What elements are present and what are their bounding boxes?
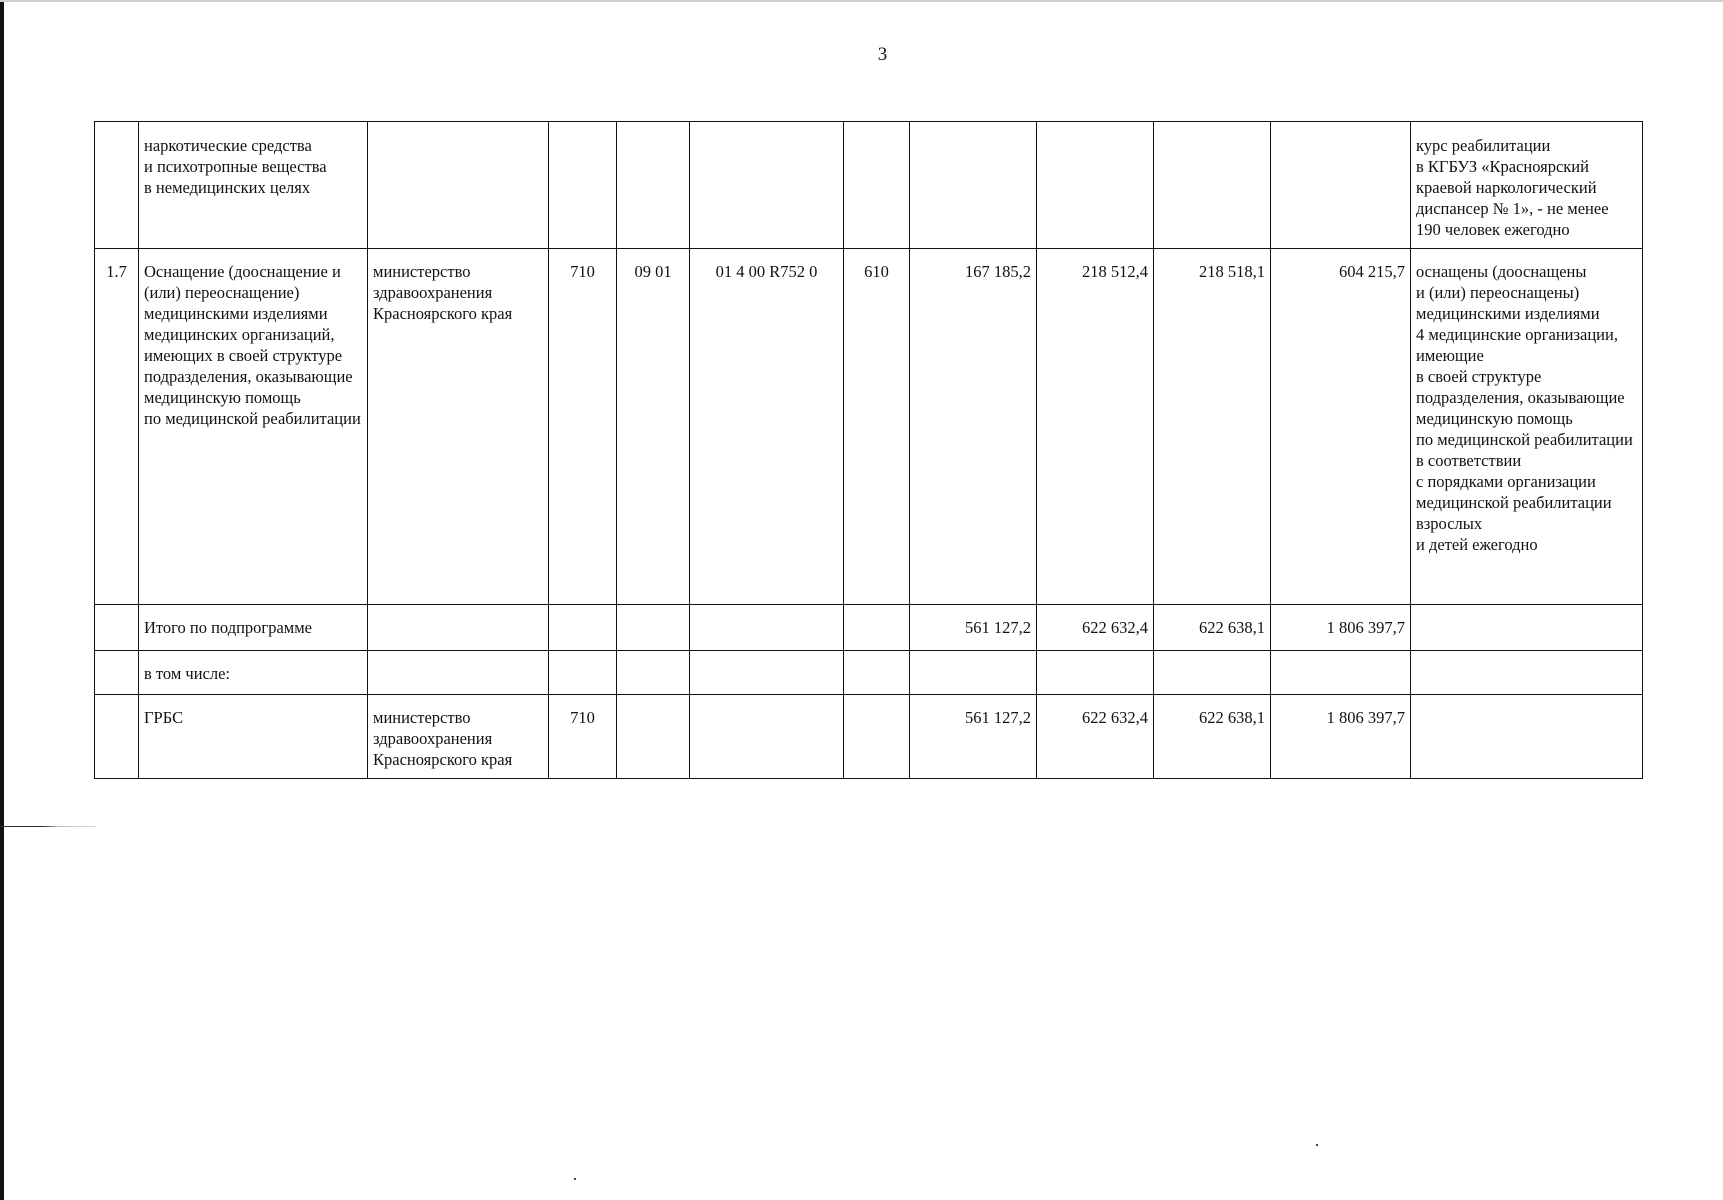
cell-event-name: наркотические средства и психотропные вещества в немедицинских целях xyxy=(139,122,368,249)
cell-result xyxy=(1411,605,1643,651)
cell-rzpr xyxy=(617,122,690,249)
table-row xyxy=(95,249,1643,605)
cell-grbs: 710 xyxy=(549,249,617,605)
cell-grbs xyxy=(549,605,617,651)
cell-csr xyxy=(690,122,844,249)
cell-total: 1 806 397,7 xyxy=(1271,605,1411,651)
cell-csr xyxy=(690,605,844,651)
cell-grbs xyxy=(549,651,617,695)
cell-executor xyxy=(368,605,549,651)
cell-rzpr xyxy=(617,695,690,779)
cell-result: оснащены (дооснащены и (или) переоснащены) медицинскими изделиями 4 медицинские организации, имеющие в своей структуре подразделения, оказывающие медицинскую помощь по медицинской реабилитации в соответствии с порядками организации медицинской реабилитации взрослых и детей ежегодно xyxy=(1411,249,1643,605)
cell-year-3 xyxy=(1154,122,1271,249)
cell-year-1: 561 127,2 xyxy=(910,605,1037,651)
cell-year-2: 622 632,4 xyxy=(1037,605,1154,651)
cell-vr xyxy=(844,122,910,249)
cell-year-2 xyxy=(1037,122,1154,249)
table-row xyxy=(95,605,1643,651)
table-row xyxy=(95,122,1643,249)
cell-event-name: в том числе: xyxy=(139,651,368,695)
program-table xyxy=(94,121,1643,779)
cell-year-1 xyxy=(910,651,1037,695)
page-number: 3 xyxy=(877,44,888,65)
cell-year-2: 218 512,4 xyxy=(1037,249,1154,605)
scan-speck xyxy=(1316,1144,1318,1146)
cell-year-1 xyxy=(910,122,1037,249)
cell-vr xyxy=(844,695,910,779)
cell-year-3: 218 518,1 xyxy=(1154,249,1271,605)
table-row xyxy=(95,651,1643,695)
cell-event-name: Оснащение (дооснащение и (или) переоснащение) медицинскими изделиями медицинских организаций, имеющих в своей структуре подразделения, оказывающие медицинскую помощь по медицинской реабилитации xyxy=(139,249,368,605)
cell-year-2: 622 632,4 xyxy=(1037,695,1154,779)
cell-vr xyxy=(844,651,910,695)
cell-index: 1.7 xyxy=(95,249,139,605)
cell-year-1: 167 185,2 xyxy=(910,249,1037,605)
cell-vr: 610 xyxy=(844,249,910,605)
cell-total: 604 215,7 xyxy=(1271,249,1411,605)
table-row xyxy=(95,695,1643,779)
cell-year-3 xyxy=(1154,651,1271,695)
cell-vr xyxy=(844,605,910,651)
cell-result xyxy=(1411,695,1643,779)
cell-index xyxy=(95,651,139,695)
cell-rzpr xyxy=(617,651,690,695)
cell-event-name: Итого по подпрограмме xyxy=(139,605,368,651)
cell-grbs: 710 xyxy=(549,695,617,779)
cell-result xyxy=(1411,651,1643,695)
cell-total xyxy=(1271,122,1411,249)
cell-executor: министерство здравоохранения Красноярского края xyxy=(368,695,549,779)
cell-total xyxy=(1271,651,1411,695)
page-left-edge xyxy=(0,0,4,1200)
cell-csr xyxy=(690,695,844,779)
cell-index xyxy=(95,605,139,651)
page-top-edge xyxy=(0,0,1723,2)
scan-speck xyxy=(574,1178,576,1180)
cell-year-3: 622 638,1 xyxy=(1154,695,1271,779)
cell-executor xyxy=(368,122,549,249)
cell-rzpr: 09 01 xyxy=(617,249,690,605)
cell-rzpr xyxy=(617,605,690,651)
scan-stray-mark xyxy=(0,826,96,827)
cell-event-name: ГРБС xyxy=(139,695,368,779)
cell-year-1: 561 127,2 xyxy=(910,695,1037,779)
cell-index xyxy=(95,122,139,249)
cell-result: курс реабилитации в КГБУЗ «Красноярский краевой наркологический диспансер № 1», - не менее 190 человек ежегодно xyxy=(1411,122,1643,249)
cell-year-3: 622 638,1 xyxy=(1154,605,1271,651)
cell-csr xyxy=(690,651,844,695)
cell-total: 1 806 397,7 xyxy=(1271,695,1411,779)
cell-grbs xyxy=(549,122,617,249)
cell-csr: 01 4 00 R752 0 xyxy=(690,249,844,605)
cell-executor xyxy=(368,651,549,695)
cell-executor: министерство здравоохранения Красноярского края xyxy=(368,249,549,605)
cell-year-2 xyxy=(1037,651,1154,695)
cell-index xyxy=(95,695,139,779)
